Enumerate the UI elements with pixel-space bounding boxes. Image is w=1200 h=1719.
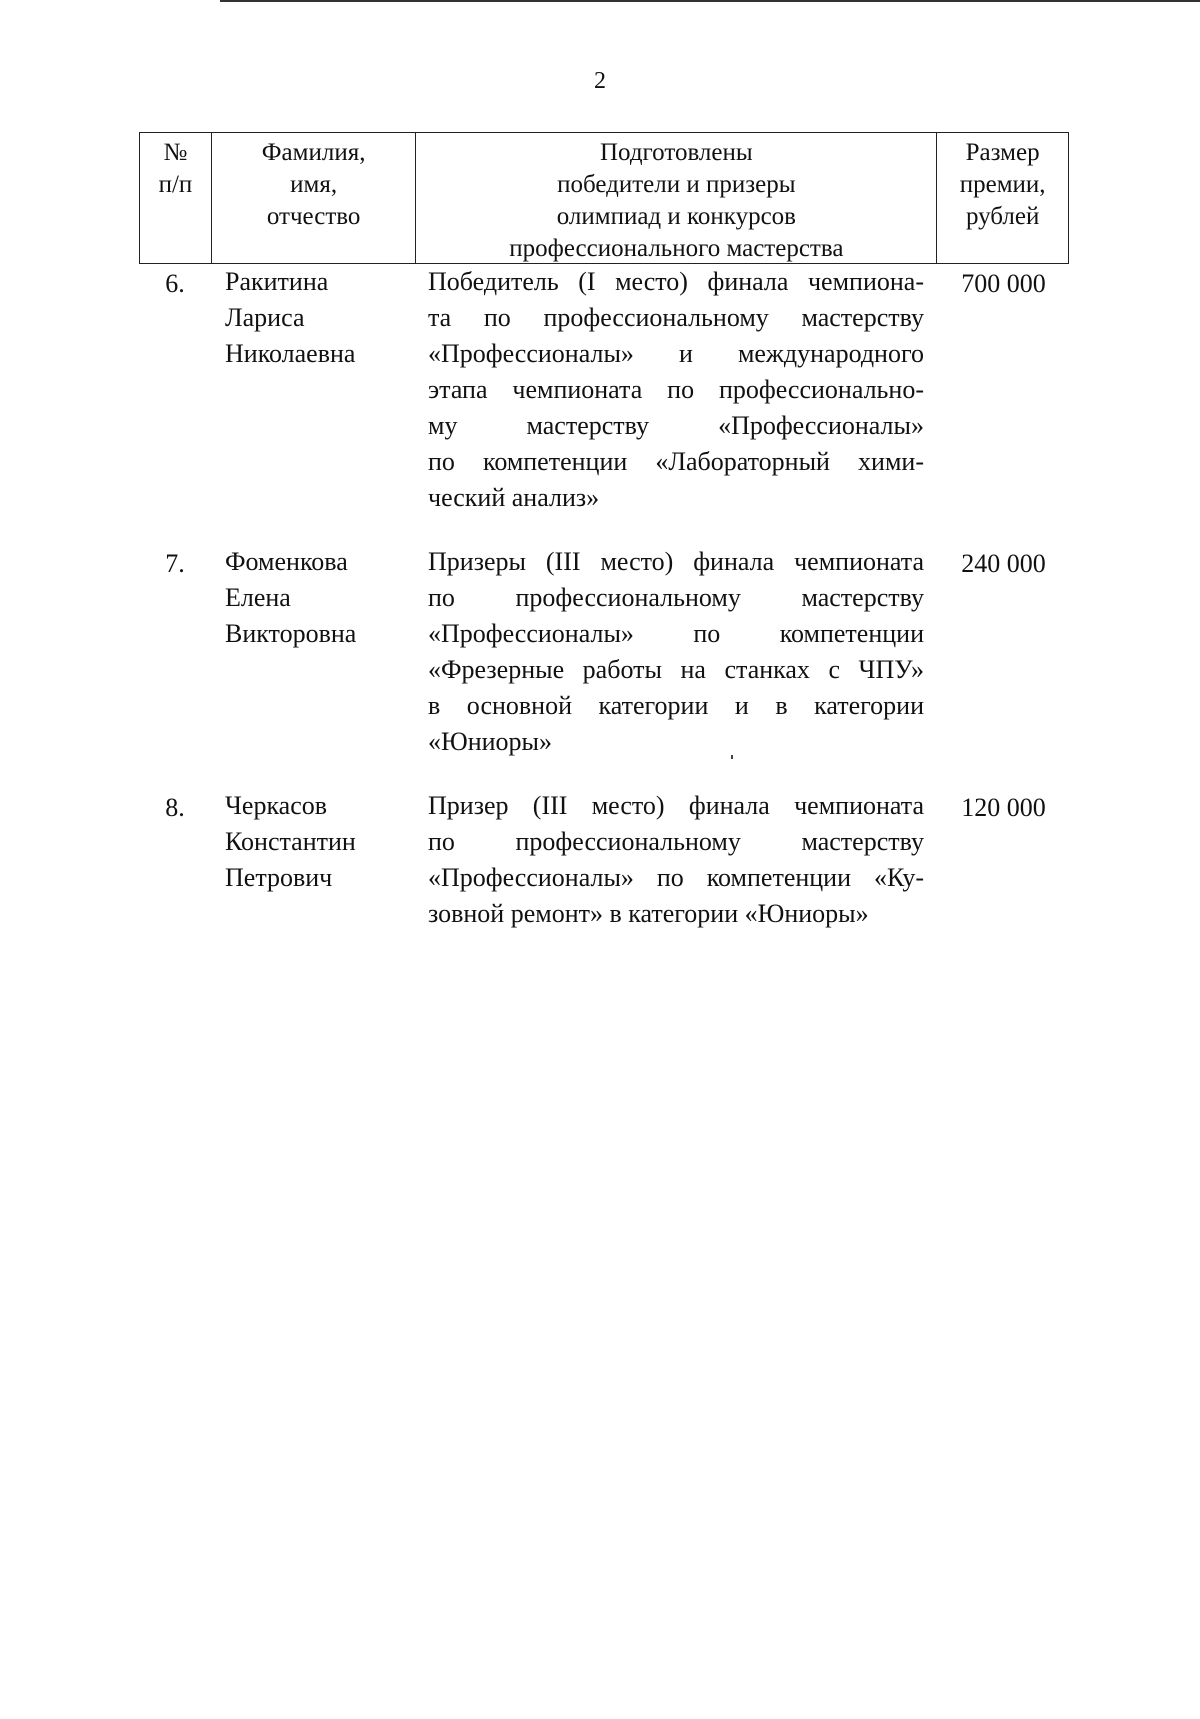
header-name-line: имя,	[290, 171, 338, 198]
row-achievement-line: по профессиональному мастерству	[428, 583, 924, 612]
row-achievement	[416, 544, 938, 760]
row-name-line: Константин	[225, 827, 356, 856]
top-scan-rule	[220, 0, 1200, 2]
row-name-line: Викторовна	[225, 619, 357, 648]
row-prize: 700 000	[961, 269, 1046, 298]
row-achievement-line: по профессиональному мастерству	[428, 827, 924, 856]
row-achievement-line: му мастерству «Профессионалы»	[428, 411, 924, 440]
row-name	[211, 788, 416, 932]
row-achievement	[416, 788, 938, 932]
header-achievement-line: победители и призеры	[557, 171, 796, 198]
header-achievement	[416, 133, 937, 263]
row-name-line: Елена	[225, 583, 291, 612]
header-prize-line: Размер	[965, 139, 1040, 166]
table-header	[139, 132, 1069, 264]
row-achievement-line: этапа чемпионата по профессионально-	[428, 375, 924, 404]
row-achievement-line: «Юниоры»	[428, 727, 553, 756]
scan-speck	[731, 755, 733, 759]
row-number: 6.	[165, 269, 185, 298]
header-prize	[937, 133, 1068, 263]
row-name-line: Петрович	[225, 863, 333, 892]
header-prize-line: рублей	[965, 203, 1040, 230]
row-name	[211, 544, 416, 760]
row-achievement-line: Победитель (I место) финала чемпиона-	[428, 267, 924, 296]
header-achievement-line: Подготовлены	[600, 139, 753, 166]
row-achievement-line: «Профессионалы» по компетенции «Ку-	[428, 863, 924, 892]
table-body	[139, 264, 1069, 960]
header-name-line: отчество	[266, 203, 361, 230]
row-achievement-line: «Профессионалы» и международного	[428, 339, 924, 368]
table-row	[139, 788, 1069, 932]
table-row	[139, 544, 1069, 760]
row-achievement-line: «Профессионалы» по компетенции	[428, 619, 924, 648]
row-achievement-line: та по профессиональному мастерству	[428, 303, 924, 332]
row-name-line: Лариса	[225, 303, 305, 332]
header-achievement-line: олимпиад и конкурсов	[556, 203, 796, 230]
header-num	[140, 133, 212, 263]
row-name-line: Фоменкова	[225, 547, 348, 576]
row-achievement	[416, 264, 938, 516]
row-name-line: Черкасов	[225, 791, 328, 820]
row-achievement-line: «Фрезерные работы на станках с ЧПУ»	[428, 655, 924, 684]
row-name-line: Николаевна	[225, 339, 356, 368]
row-prize: 240 000	[961, 549, 1046, 578]
header-achievement-line: профессионального мастерства	[509, 235, 844, 262]
header-prize-line: премии,	[959, 171, 1046, 198]
row-name	[211, 264, 416, 516]
row-number: 8.	[165, 793, 185, 822]
header-name-line: Фамилия,	[261, 139, 366, 166]
row-achievement-line: по компетенции «Лабораторный хими-	[428, 447, 924, 476]
page-number: 2	[594, 68, 606, 94]
header-num-line: №	[163, 139, 188, 166]
header-num-line: п/п	[158, 171, 193, 198]
row-achievement-line: зовной ремонт» в категории «Юниоры»	[428, 899, 869, 928]
row-achievement-line: Призер (III место) финала чемпионата	[428, 791, 924, 820]
row-achievement-line: Призеры (III место) финала чемпионата	[428, 547, 924, 576]
row-prize: 120 000	[961, 793, 1046, 822]
row-achievement-line: ческий анализ»	[428, 483, 600, 512]
row-number: 7.	[165, 549, 185, 578]
row-name-line: Ракитина	[225, 267, 329, 296]
row-achievement-line: в основной категории и в категории	[428, 691, 924, 720]
table-row	[139, 264, 1069, 516]
header-name	[212, 133, 417, 263]
